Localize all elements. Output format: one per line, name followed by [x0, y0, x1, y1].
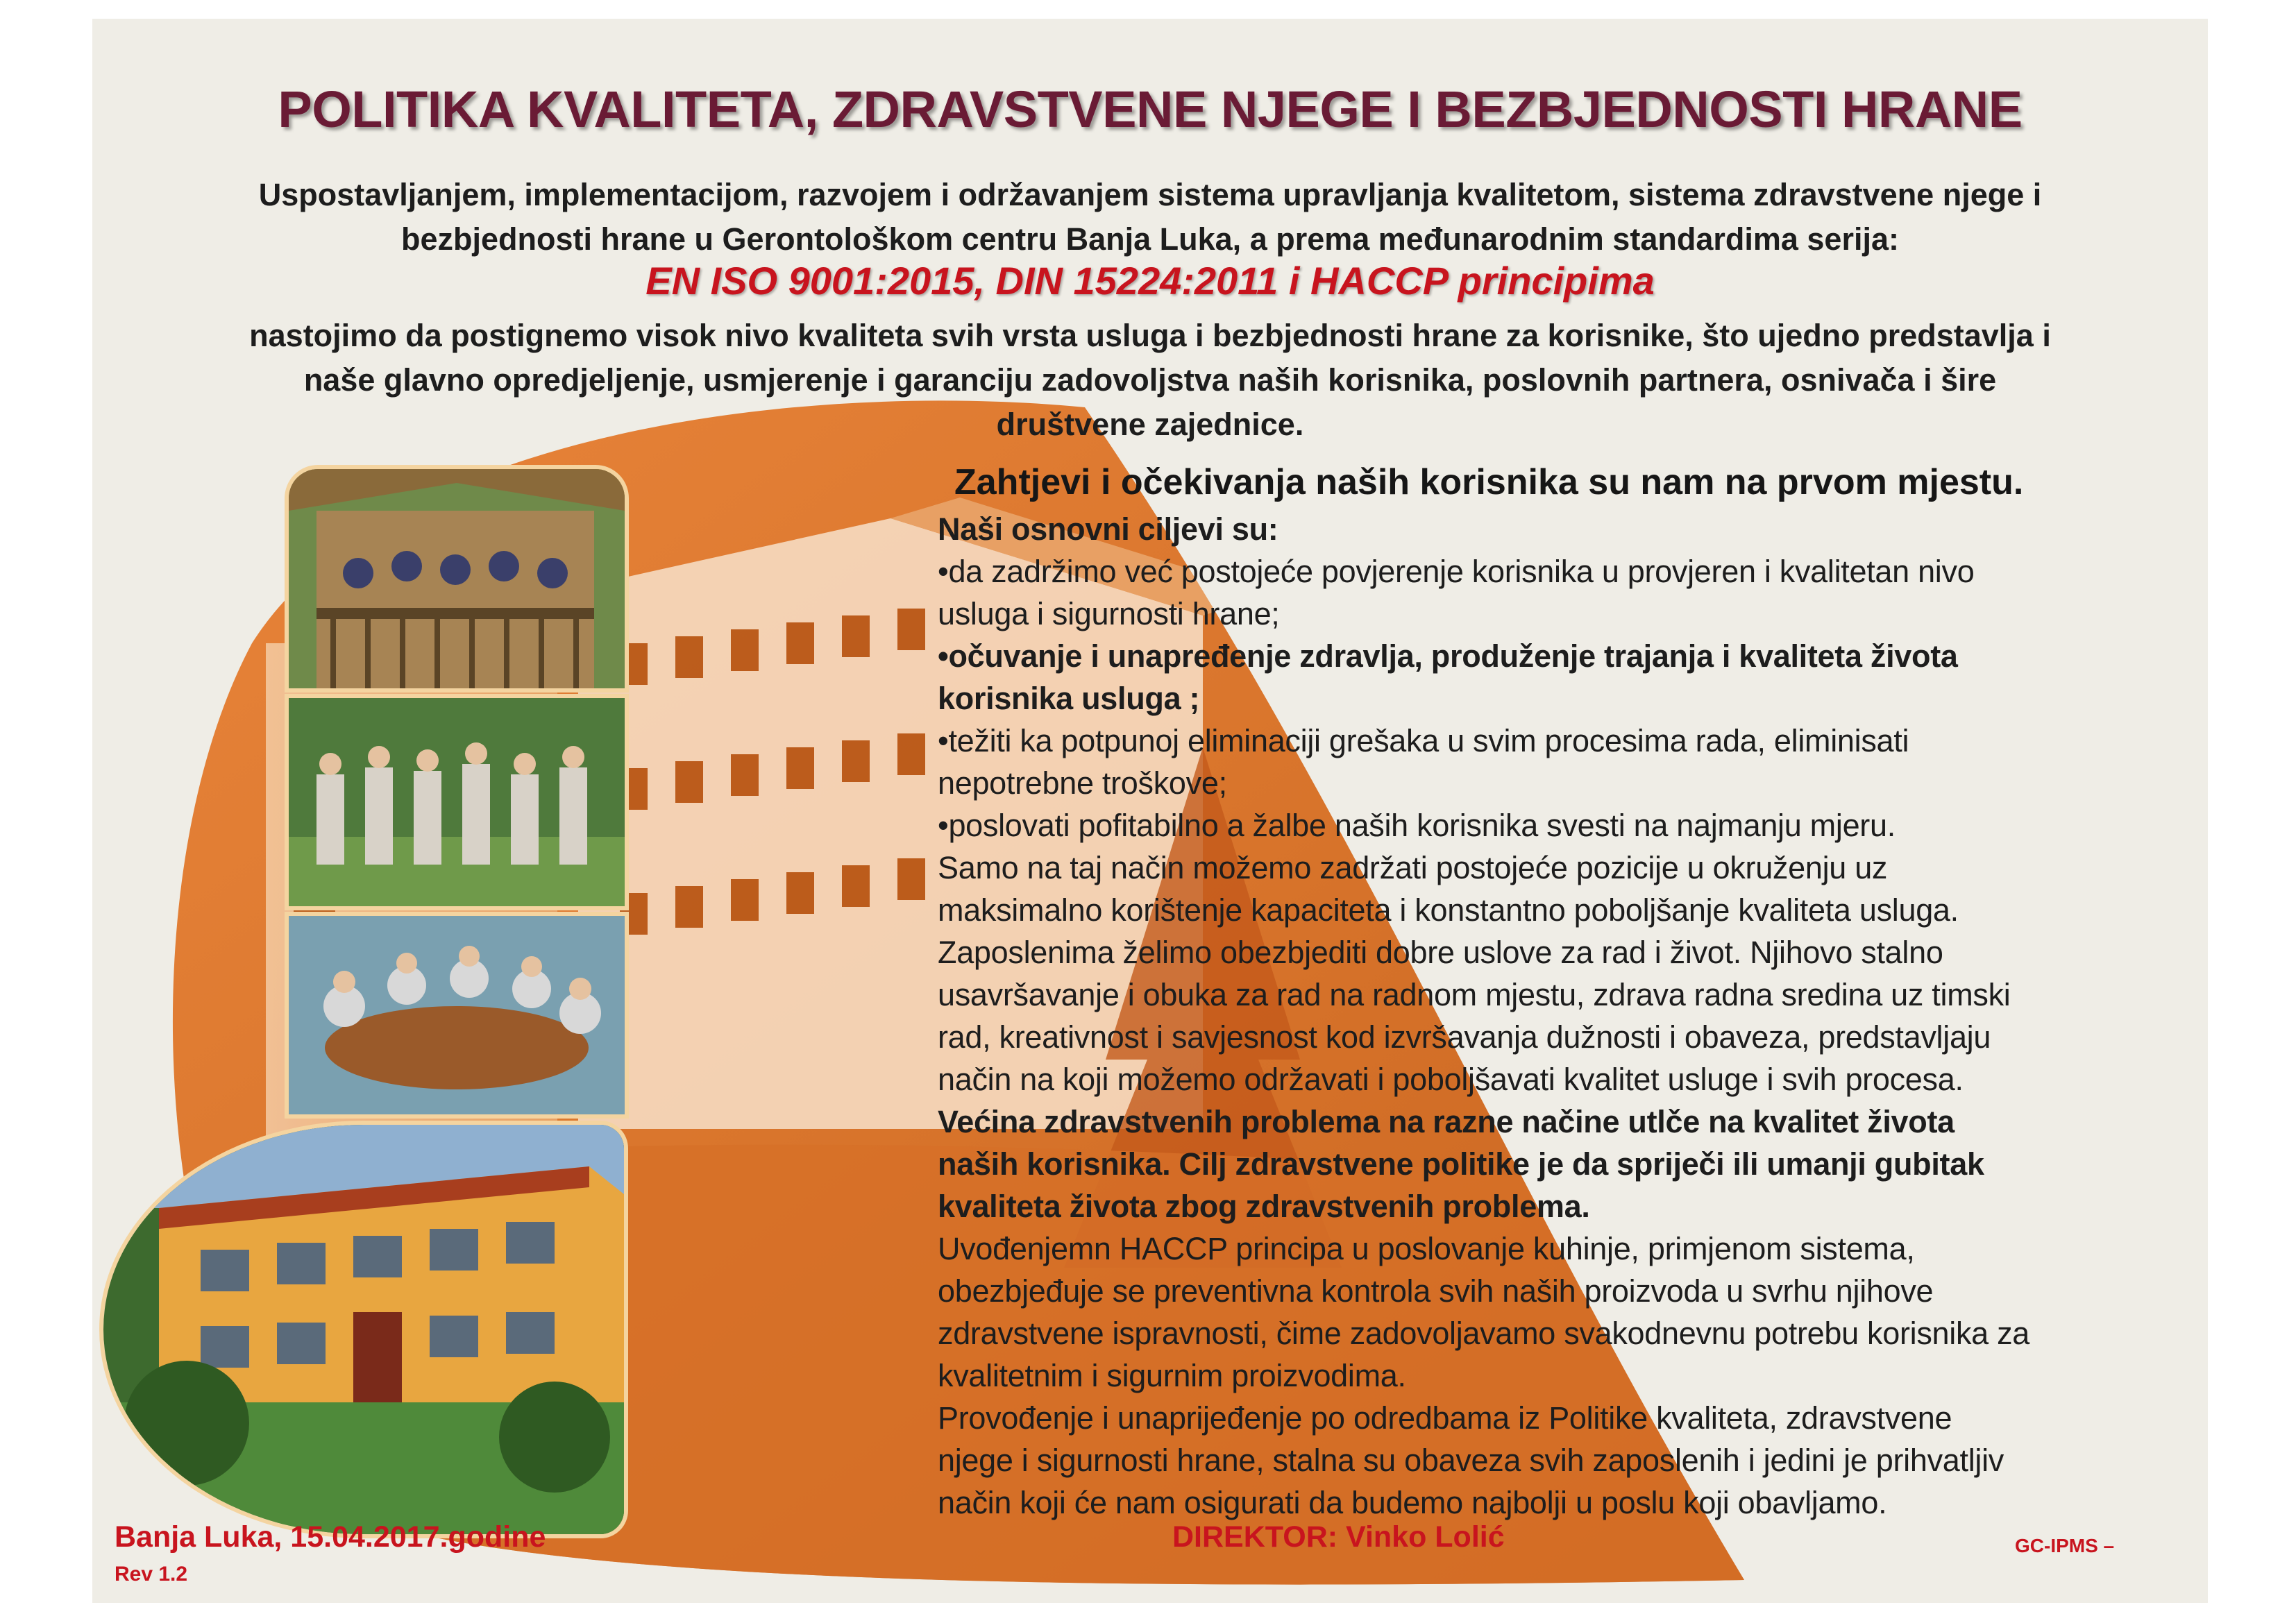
body-line: •očuvanje i unapređenje zdravlja, produženje trajanja i kvaliteta života [938, 638, 1958, 674]
body-line: način koji će nam osigurati da budemo najbolji u poslu koji obavljamo. [938, 1485, 1887, 1520]
page-title: POLITIKA KVALITETA, ZDRAVSTVENE NJEGE I BEZBJEDNOSTI HRANE [278, 80, 2023, 138]
body-line: naših korisnika. Cilj zdravstvene politike je da spriječi ili umanji gubitak [938, 1146, 1984, 1182]
body-line: njege i sigurnosti hrane, stalna su obaveza svih zaposlenih i jedini je prihvatljiv [938, 1443, 2004, 1478]
body-line: •težiti ka potpunoj eliminaciji grešaka u svim procesima rada, eliminisati [938, 723, 1909, 758]
intro-line: Uspostavljanjem, implementacijom, razvojem i održavanjem sistema upravljanja kvalitetom, sistema zdravstvene njege i [258, 177, 2042, 212]
intro-paragraph [120, 173, 2180, 262]
standards-line: EN ISO 9001:2015, DIN 15224:2011 i HACCP principima [645, 259, 1655, 303]
intro-line: naše glavno opredjeljenje, usmjerenje i garanciju zadovoljstva naših korisnika, poslovnih partnera, osnivača i šire [303, 362, 1997, 398]
document-code: GC-IPMS – [2015, 1535, 2115, 1556]
section-heading: Zahtjevi i očekivanja naših korisnika su nam na prvom mjestu. [954, 462, 2024, 502]
policy-poster [92, 19, 2208, 1603]
body-line: •da zadržimo već postojeće povjerenje korisnika u provjeren i kvalitetan nivo [938, 554, 1975, 589]
body-line: maksimalno korištenje kapaciteta i konstantno poboljšanje kvaliteta usluga. [938, 892, 1959, 928]
goals-title: Naši osnovni ciljevi su: [938, 511, 1278, 547]
body-line: Samo na taj način možemo zadržati postojeće pozicije u okruženju uz [938, 850, 1888, 885]
body-line: zdravstvene ispravnosti, čime zadovoljavamo svakodnevnu potrebu korisnika za [938, 1316, 2030, 1351]
body-line: kvaliteta života zbog zdravstvenih problema. [938, 1189, 1590, 1224]
intro-line: nastojimo da postignemo visok nivo kvaliteta svih vrsta usluga i bezbjednosti hrane za korisnike, što ujedno predstavlja i [249, 318, 2051, 353]
body-line: kvalitetnim i sigurnim proizvodima. [938, 1358, 1406, 1393]
body-line: usavršavanje i obuka za rad na radnom mjestu, zdrava radna sredina uz timski [938, 977, 2011, 1012]
body-line: Većina zdravstvenih problema na razne načine utlče na kvalitet života [938, 1104, 1955, 1139]
revision-label: Rev 1.2 [115, 1563, 188, 1586]
photo-table-gathering [285, 912, 629, 1119]
body-line: način na koji možemo održavati i poboljšavati kvalitet usluge i svih procesa. [938, 1062, 1964, 1097]
body-line: Uvođenjemn HACCP principa u poslovanje kuhinje, primjenom sistema, [938, 1231, 1915, 1266]
body-line: Zaposlenima želimo obezbjediti dobre uslove za rad i život. Njihovo stalno [938, 935, 1943, 970]
body-line: obezbjeđuje se preventivna kontrola svih naših proizvoda u svrhu njihove [938, 1273, 1934, 1309]
intro-line: društvene zajednice. [996, 407, 1304, 442]
place-date: Banja Luka, 15.04.2017.godine [115, 1520, 546, 1554]
body-line: Provođenje i unaprijeđenje po odredbama iz Politike kvaliteta, zdravstvene [938, 1400, 1952, 1436]
photo-center-building [99, 1121, 628, 1538]
intro-line: bezbjednosti hrane u Gerontološkom centru Banja Luka, a prema međunarodnim standardima serija: [401, 221, 1899, 257]
intro-continuation [120, 314, 2180, 447]
goals-body [938, 508, 2187, 1524]
photo-gazebo-group [285, 465, 629, 692]
body-line: korisnika usluga ; [938, 681, 1200, 716]
director-signature: DIREKTOR: Vinko Lolić [1172, 1520, 1505, 1554]
body-line: rad, kreativnost i savjesnost kod izvršavanja dužnosti i obaveza, predstavljaju [938, 1019, 1991, 1055]
body-line: usluga i sigurnosti hrane; [938, 596, 1280, 631]
body-line: nepotrebne troškove; [938, 765, 1227, 801]
photo-outdoor-group [285, 694, 629, 910]
body-line: •poslovati pofitabilno a žalbe naših korisnika svesti na najmanju mjeru. [938, 808, 1896, 843]
